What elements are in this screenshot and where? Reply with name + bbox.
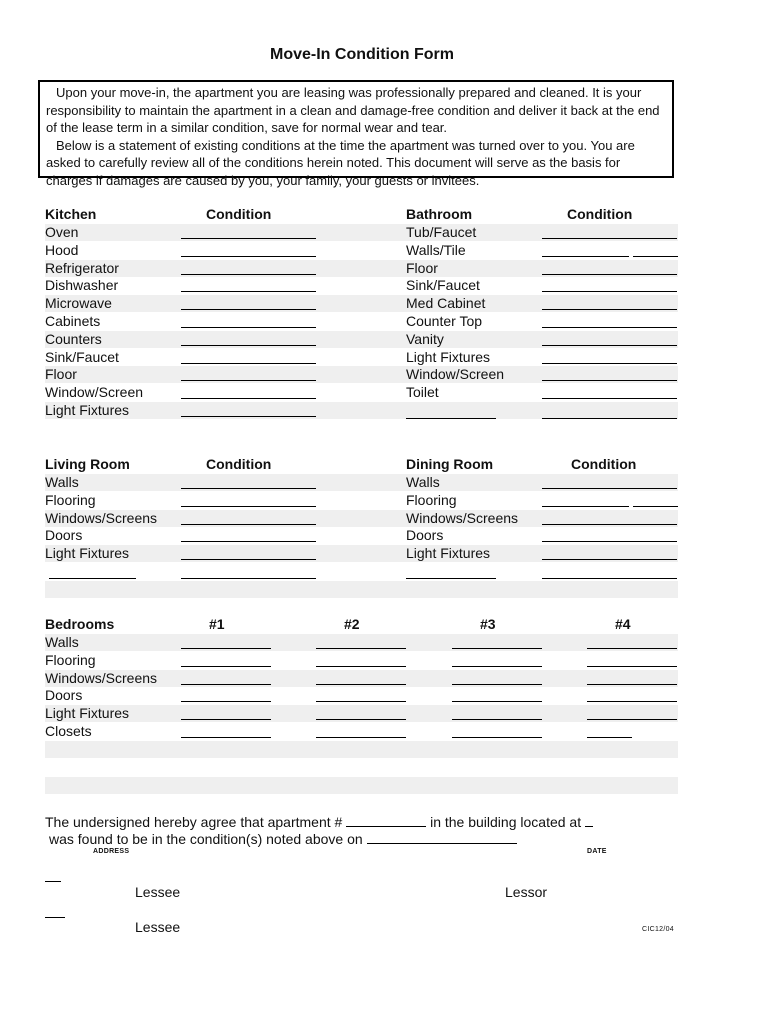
bathroom-condition-field[interactable] [542,291,677,292]
agreement-line-1 [45,813,593,831]
kitchen-condition-field[interactable] [181,256,316,257]
kitchen-condition-field[interactable] [181,274,316,275]
lessee-2-signature-line[interactable] [45,917,65,918]
bathroom-condition-field[interactable] [542,256,629,257]
bedroom-column-header: #3 [480,616,496,632]
bedroom-condition-field[interactable] [452,684,542,685]
dining-room-condition-field[interactable] [542,506,629,507]
kitchen-condition-field[interactable] [181,416,316,417]
building-address-field[interactable] [585,813,593,827]
bedroom-condition-field[interactable] [587,666,677,667]
kitchen-condition-field[interactable] [181,291,316,292]
bathroom-extra-item-field[interactable] [406,418,496,419]
living-room-condition-field[interactable] [181,524,316,525]
bathroom-condition-field[interactable] [542,380,677,381]
bedroom-item-label: Flooring [45,651,96,668]
bedroom-condition-field[interactable] [181,648,271,649]
dining-room-condition-header: Condition [571,456,637,472]
living-room-extra-item-field[interactable] [49,578,136,579]
bathroom-item-label: Toilet [406,384,439,401]
bathroom-condition-field[interactable] [542,363,677,364]
living-room-item-label: Flooring [45,491,96,508]
kitchen-header: Kitchen [45,206,97,222]
dining-room-header: Dining Room [406,456,494,472]
kitchen-item-label: Hood [45,241,79,258]
bedroom-condition-field[interactable] [181,701,271,702]
bedroom-item-label: Doors [45,687,83,704]
kitchen-item-label: Dishwasher [45,277,119,294]
bathroom-condition-header: Condition [567,206,633,222]
living-room-item-label: Walls [45,474,79,490]
kitchen-condition-field[interactable] [181,309,316,310]
bathroom-condition-field[interactable] [542,309,677,310]
dining-room-extra-item-field[interactable] [406,578,496,579]
bedroom-condition-field[interactable] [587,737,632,738]
bathroom-condition-field[interactable] [633,256,678,257]
kitchen-item-label: Floor [45,366,77,383]
bedroom-item-label: Closets [45,723,92,739]
page-title: Move-In Condition Form [270,46,454,63]
kitchen-item-label: Sink/Faucet [45,348,119,365]
bedroom-condition-field[interactable] [316,684,406,685]
dining-room-condition-field[interactable] [633,506,678,507]
apartment-number-field[interactable] [346,813,426,827]
bathroom-header: Bathroom [406,206,473,222]
living-room-header: Living Room [45,456,130,472]
bedroom-condition-field[interactable] [181,666,271,667]
bathroom-item-label: Sink/Faucet [406,277,480,294]
bathroom-condition-field[interactable] [542,238,677,239]
intro-box [38,80,674,188]
kitchen-item-label: Microwave [45,295,112,312]
dining-room-condition-field[interactable] [542,488,677,489]
dining-room-condition-field[interactable] [542,524,677,525]
lessee-1-label: Lessee [135,884,181,900]
dining-room-condition-field[interactable] [542,559,677,560]
dining-room-item-label: Windows/Screens [406,509,519,526]
dining-room-condition-field[interactable] [542,541,677,542]
lessee-1-signature-line[interactable] [45,881,61,882]
bedroom-condition-field[interactable] [181,684,271,685]
kitchen-item-label: Cabinets [45,313,101,329]
kitchen-condition-field[interactable] [181,238,316,239]
kitchen-condition-field[interactable] [181,327,316,328]
bedroom-condition-field[interactable] [316,737,406,738]
intro-paragraph-2: Below is a statement of existing conditions at the time the apartment was turned over to you. You are asked to carefully review all of the conditions herein noted. This document will serve as the basis for charges if damages are caused by you, your family, your guests or invitees. [46,137,635,188]
bedroom-condition-field[interactable] [452,737,542,738]
kitchen-item-label: Window/Screen [45,384,144,401]
bathroom-item-label: Med Cabinet [406,295,486,312]
bedroom-item-label: Light Fixtures [45,705,130,722]
lessee-2-label: Lessee [135,919,181,935]
bedroom-condition-field[interactable] [587,719,677,720]
bedroom-condition-field[interactable] [452,666,542,667]
lessor-label: Lessor [505,884,548,900]
bedroom-column-header: #1 [209,616,225,632]
living-room-condition-field[interactable] [181,559,316,560]
date-label: DATE [587,848,607,855]
kitchen-item-label: Refrigerator [45,259,119,276]
living-room-condition-field[interactable] [181,541,316,542]
bedroom-condition-field[interactable] [587,648,677,649]
kitchen-condition-field[interactable] [181,363,316,364]
kitchen-condition-header: Condition [206,206,272,222]
bathroom-item-label: Tub/Faucet [406,224,477,240]
dining-room-item-label: Light Fixtures [406,545,491,562]
bedroom-condition-field[interactable] [452,719,542,720]
living-room-item-label: Doors [45,527,83,544]
bathroom-item-label: Counter Top [406,313,483,329]
kitchen-item-label: Light Fixtures [45,402,130,418]
bedroom-condition-field[interactable] [181,737,271,738]
condition-date-field[interactable] [367,830,517,844]
living-room-condition-field[interactable] [181,488,316,489]
bedroom-condition-field[interactable] [316,719,406,720]
bathroom-item-label: Vanity [406,330,444,347]
bedroom-item-label: Windows/Screens [45,669,158,686]
bedrooms-header: Bedrooms [45,616,115,632]
kitchen-item-label: Counters [45,330,102,347]
agreement-text-1b: in the building located at [430,814,582,830]
living-room-condition-field[interactable] [181,506,316,507]
form-code: CIC12/04 [642,926,674,933]
living-room-condition-header: Condition [206,456,272,472]
row-band [45,402,678,419]
bathroom-condition-field[interactable] [542,398,677,399]
bedroom-condition-field[interactable] [316,701,406,702]
bedroom-item-label: Walls [45,634,79,650]
dining-room-item-label: Walls [406,474,440,490]
dining-room-item-label: Flooring [406,491,457,508]
bathroom-condition-field[interactable] [542,418,677,419]
bedroom-condition-field[interactable] [316,648,406,649]
bathroom-item-label: Walls/Tile [406,241,466,258]
bedroom-condition-field[interactable] [452,701,542,702]
bedroom-condition-field[interactable] [452,648,542,649]
bedroom-column-header: #4 [615,616,631,632]
row-band [45,777,678,794]
bedroom-condition-field[interactable] [587,701,677,702]
address-label: ADDRESS [93,848,130,855]
bathroom-condition-field[interactable] [542,345,677,346]
bedroom-condition-field[interactable] [181,719,271,720]
bedroom-column-header: #2 [344,616,360,632]
agreement-text-1a: The undersigned hereby agree that apartment # [45,814,343,830]
kitchen-condition-field[interactable] [181,398,316,399]
living-room-item-label: Light Fixtures [45,545,130,562]
kitchen-item-label: Oven [45,224,79,240]
row-band [45,581,678,598]
intro-paragraph-1: Upon your move-in, the apartment you are leasing was professionally prepared and cleaned. It is your responsibility to maintain the apartment in a clean and damage-free condition and deliver it back at the end of the lease term in a similar condition, save for normal wear and tear. [46,85,660,135]
agreement-text-2: was found to be in the condition(s) noted above on [49,831,363,847]
bathroom-condition-field[interactable] [542,327,677,328]
agreement-line-2 [49,830,517,848]
dining-room-item-label: Doors [406,527,444,544]
kitchen-condition-field[interactable] [181,345,316,346]
bedroom-condition-field[interactable] [587,684,677,685]
bathroom-item-label: Floor [406,259,438,276]
living-room-condition-field[interactable] [181,578,316,579]
living-room-item-label: Windows/Screens [45,509,158,526]
bathroom-item-label: Light Fixtures [406,348,491,365]
bathroom-condition-field[interactable] [542,274,677,275]
dining-room-condition-field[interactable] [542,578,677,579]
kitchen-condition-field[interactable] [181,380,316,381]
bathroom-item-label: Window/Screen [406,366,505,383]
row-band [45,741,678,758]
bedroom-condition-field[interactable] [316,666,406,667]
